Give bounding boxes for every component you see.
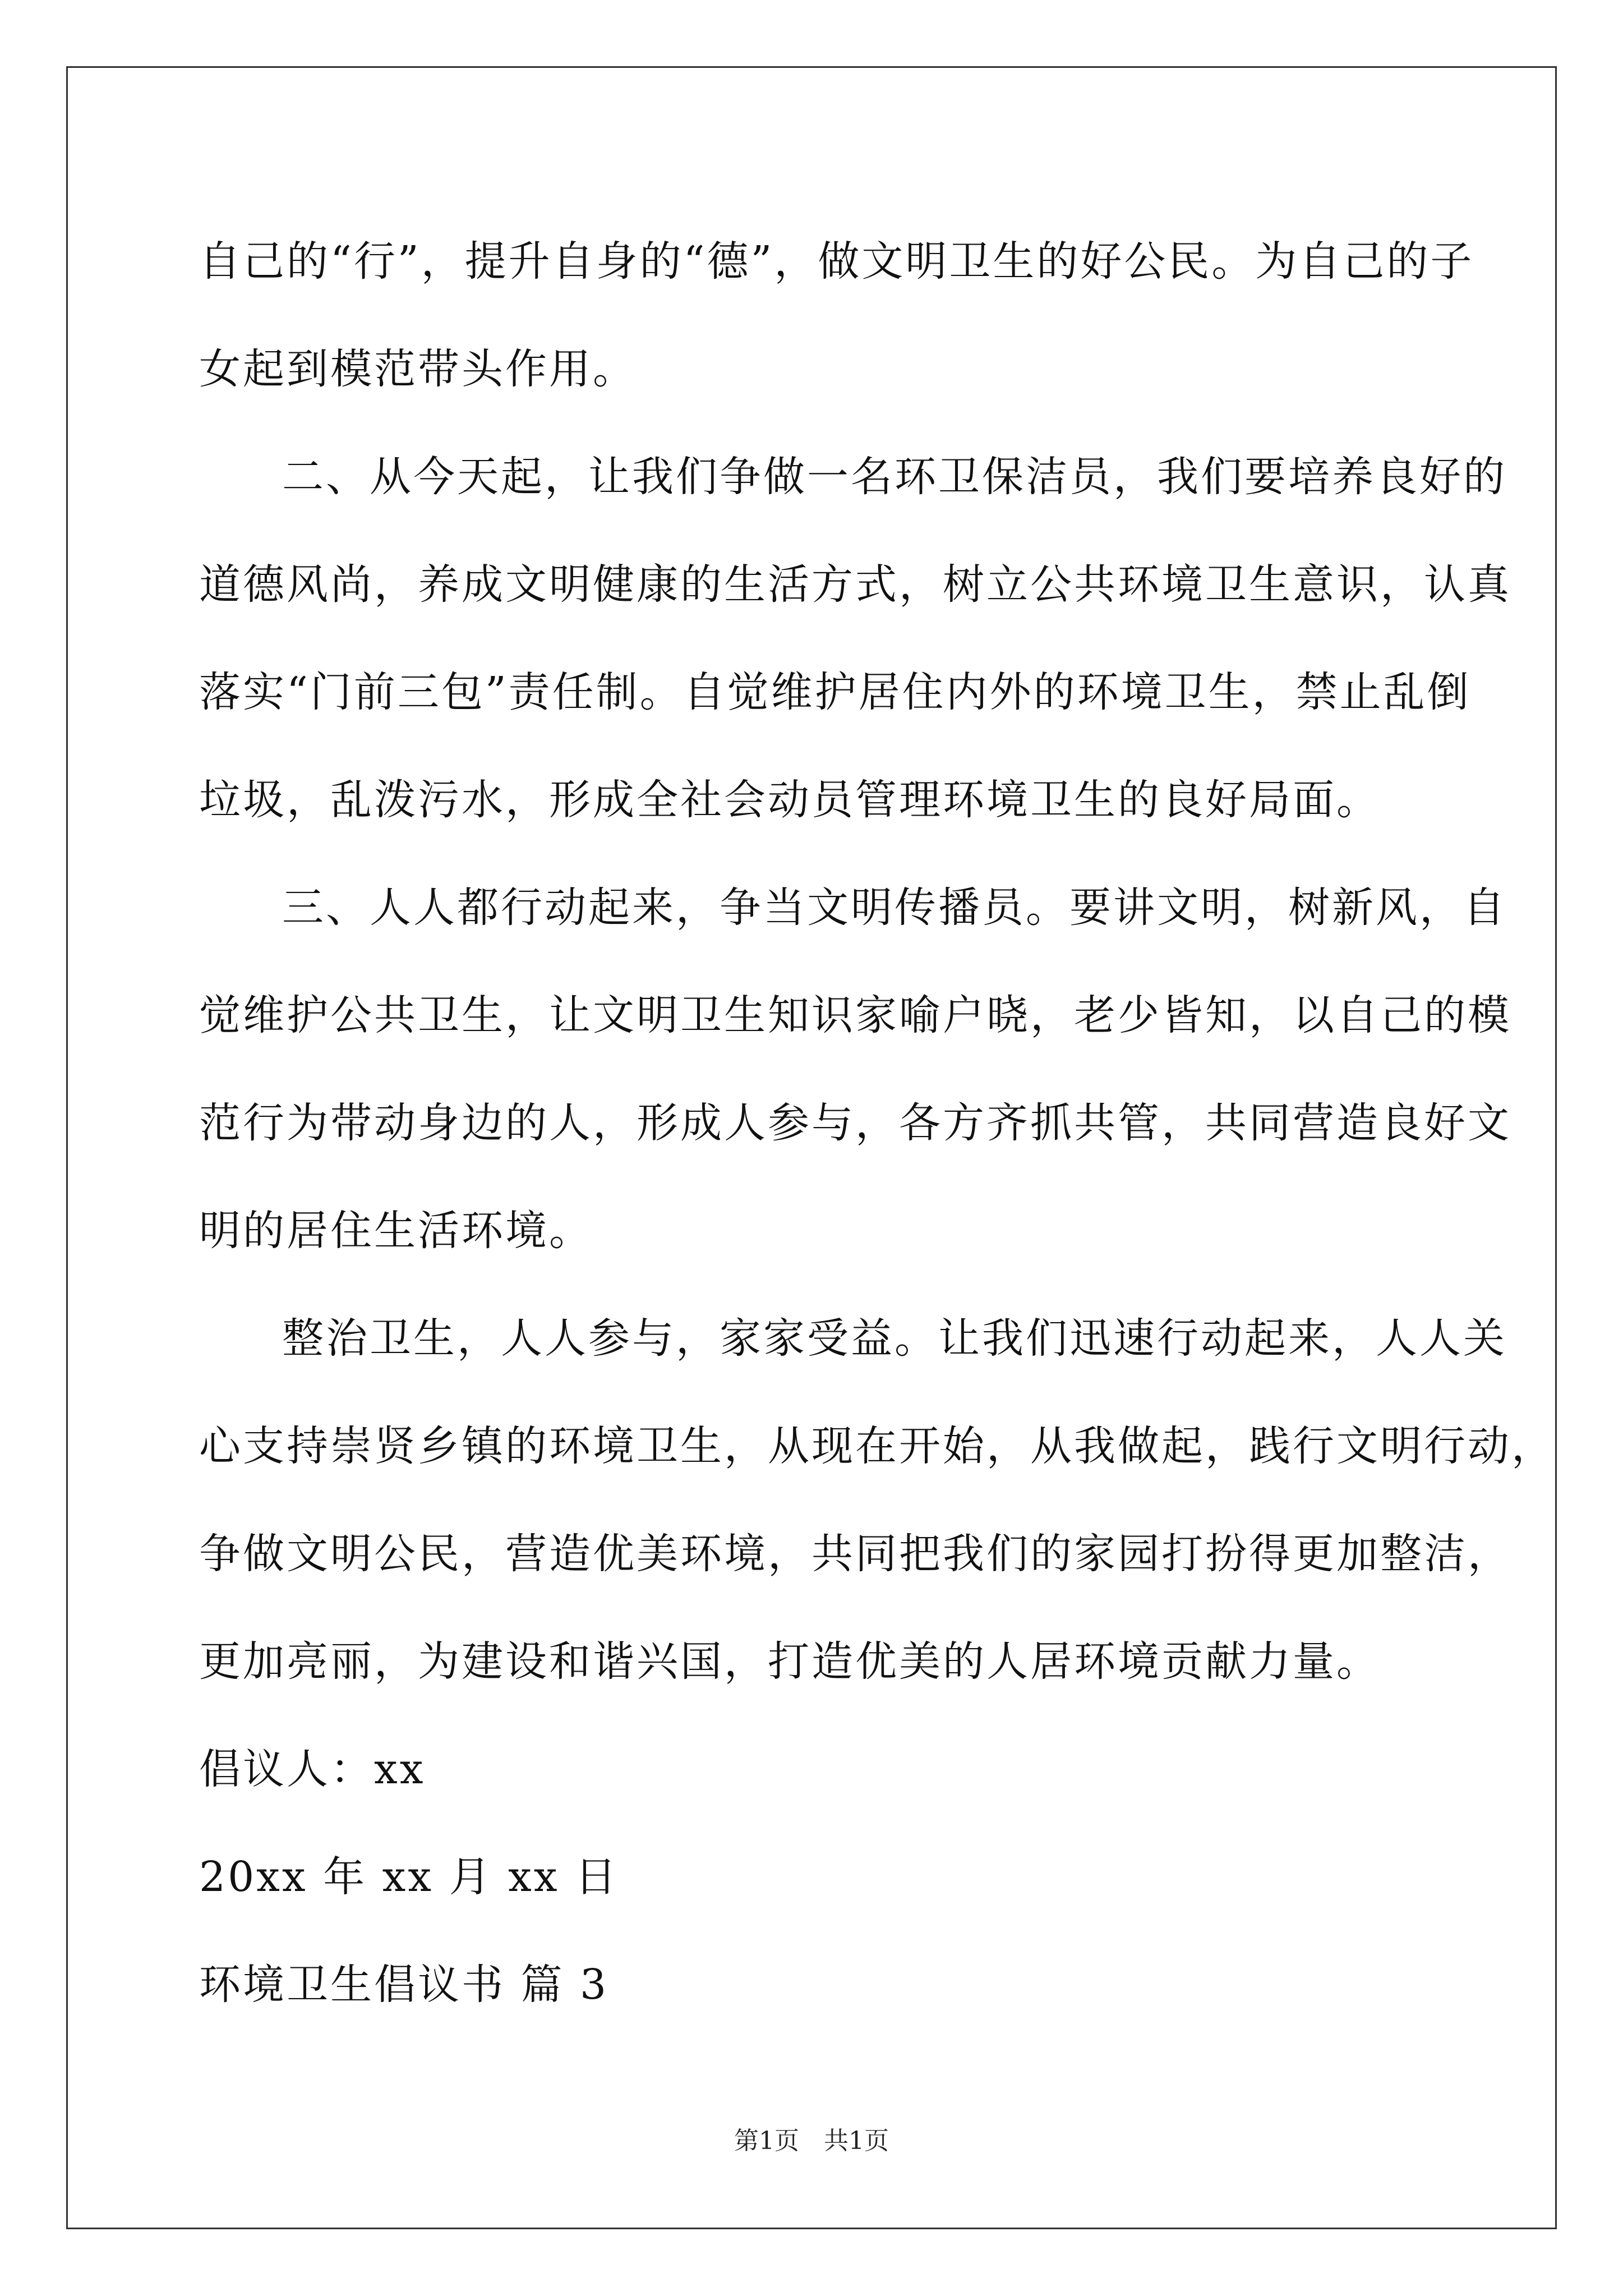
text-line: 更加亮丽，为建设和谐兴国，打造优美的人居环境贡献力量。	[199, 1637, 1380, 1686]
text-line: 道德风尚，养成文明健康的生活方式，树立公共环境卫生意识，认真	[199, 560, 1511, 609]
document-body	[199, 208, 1555, 2039]
text-line: 三、人人都行动起来，争当文明传播员。要讲文明，树新风，自	[282, 884, 1507, 932]
text-line: 明的居住生活环境。	[199, 1207, 593, 1255]
text-line: 落实“门前三包”责任制。自觉维护居住内外的环境卫生，禁止乱倒	[199, 668, 1471, 716]
text-line: 争做文明公民，营造优美环境，共同把我们的家园打扮得更加整洁，	[199, 1530, 1511, 1578]
section-heading: 环境卫生倡议书 篇 3	[199, 1961, 609, 2009]
signature-line: 倡议人：xx	[199, 1745, 426, 1793]
text-line: 整治卫生，人人参与，家家受益。让我们迅速行动起来，人人关	[282, 1314, 1507, 1363]
text-line: 二、从今天起，让我们争做一名环卫保洁员，我们要培养良好的	[282, 453, 1507, 501]
text-line: 范行为带动身边的人，形成人参与，各方齐抓共管，共同营造良好文	[199, 1099, 1511, 1147]
date-line: 20xx 年 xx 月 xx 日	[199, 1853, 619, 1901]
text-line: 垃圾，乱泼污水，形成全社会动员管理环境卫生的良好局面。	[199, 776, 1380, 824]
page-footer: 第1页 共1页	[734, 2127, 889, 2155]
text-line: 自己的“行”，提升自身的“德”，做文明卫生的好公民。为自己的子	[199, 237, 1474, 286]
text-line: 女起到模范带头作用。	[199, 345, 637, 393]
text-line: 觉维护公共卫生，让文明卫生知识家喻户晓，老少皆知，以自己的模	[199, 991, 1511, 1039]
text-line: 心支持崇贤乡镇的环境卫生，从现在开始，从我做起，践行文明行动，	[199, 1422, 1555, 1470]
